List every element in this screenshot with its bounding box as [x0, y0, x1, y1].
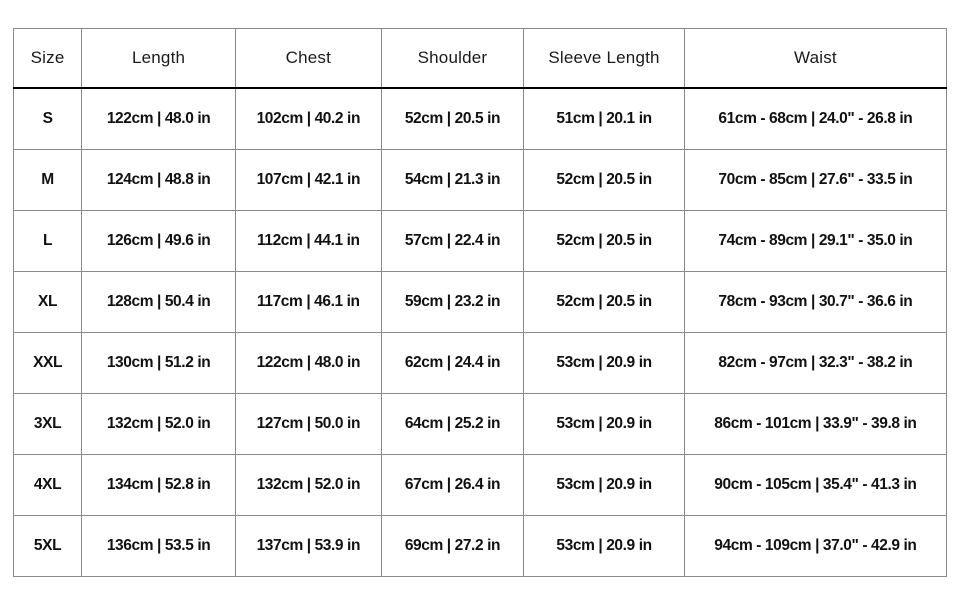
cell-waist: 86cm - 101cm | 33.9" - 39.8 in — [684, 394, 946, 455]
cell-chest: 122cm | 48.0 in — [236, 333, 382, 394]
cell-shoulder: 64cm | 25.2 in — [381, 394, 524, 455]
cell-shoulder: 54cm | 21.3 in — [381, 150, 524, 211]
cell-size: M — [14, 150, 82, 211]
cell-sleeve: 52cm | 20.5 in — [524, 211, 684, 272]
cell-shoulder: 67cm | 26.4 in — [381, 455, 524, 516]
cell-chest: 132cm | 52.0 in — [236, 455, 382, 516]
size-row-3xl — [14, 394, 947, 455]
cell-chest: 117cm | 46.1 in — [236, 272, 382, 333]
cell-shoulder: 59cm | 23.2 in — [381, 272, 524, 333]
size-row-s — [14, 88, 947, 150]
size-chart-table — [13, 28, 947, 577]
cell-chest: 127cm | 50.0 in — [236, 394, 382, 455]
size-row-xxl — [14, 333, 947, 394]
cell-waist: 74cm - 89cm | 29.1" - 35.0 in — [684, 211, 946, 272]
cell-waist: 61cm - 68cm | 24.0" - 26.8 in — [684, 88, 946, 150]
cell-shoulder: 62cm | 24.4 in — [381, 333, 524, 394]
column-header-shoulder: Shoulder — [381, 29, 524, 89]
cell-size: 4XL — [14, 455, 82, 516]
size-row-5xl — [14, 516, 947, 577]
cell-chest: 102cm | 40.2 in — [236, 88, 382, 150]
cell-size: 3XL — [14, 394, 82, 455]
cell-size: L — [14, 211, 82, 272]
column-header-length: Length — [82, 29, 236, 89]
cell-sleeve: 53cm | 20.9 in — [524, 455, 684, 516]
cell-length: 128cm | 50.4 in — [82, 272, 236, 333]
cell-waist: 78cm - 93cm | 30.7" - 36.6 in — [684, 272, 946, 333]
cell-waist: 70cm - 85cm | 27.6" - 33.5 in — [684, 150, 946, 211]
cell-chest: 112cm | 44.1 in — [236, 211, 382, 272]
cell-chest: 137cm | 53.9 in — [236, 516, 382, 577]
column-header-waist: Waist — [684, 29, 946, 89]
column-header-chest: Chest — [236, 29, 382, 89]
cell-length: 132cm | 52.0 in — [82, 394, 236, 455]
size-row-l — [14, 211, 947, 272]
cell-sleeve: 52cm | 20.5 in — [524, 150, 684, 211]
cell-size: S — [14, 88, 82, 150]
header-row — [14, 29, 947, 89]
column-header-size: Size — [14, 29, 82, 89]
size-row-m — [14, 150, 947, 211]
cell-size: XXL — [14, 333, 82, 394]
cell-waist: 82cm - 97cm | 32.3" - 38.2 in — [684, 333, 946, 394]
cell-length: 134cm | 52.8 in — [82, 455, 236, 516]
cell-chest: 107cm | 42.1 in — [236, 150, 382, 211]
cell-size: 5XL — [14, 516, 82, 577]
cell-waist: 94cm - 109cm | 37.0" - 42.9 in — [684, 516, 946, 577]
cell-length: 126cm | 49.6 in — [82, 211, 236, 272]
size-row-4xl — [14, 455, 947, 516]
cell-sleeve: 53cm | 20.9 in — [524, 394, 684, 455]
cell-length: 122cm | 48.0 in — [82, 88, 236, 150]
cell-sleeve: 53cm | 20.9 in — [524, 516, 684, 577]
cell-shoulder: 69cm | 27.2 in — [381, 516, 524, 577]
cell-length: 136cm | 53.5 in — [82, 516, 236, 577]
column-header-sleeve: Sleeve Length — [524, 29, 684, 89]
size-row-xl — [14, 272, 947, 333]
cell-waist: 90cm - 105cm | 35.4" - 41.3 in — [684, 455, 946, 516]
cell-size: XL — [14, 272, 82, 333]
cell-sleeve: 53cm | 20.9 in — [524, 333, 684, 394]
cell-shoulder: 52cm | 20.5 in — [381, 88, 524, 150]
cell-length: 124cm | 48.8 in — [82, 150, 236, 211]
cell-sleeve: 52cm | 20.5 in — [524, 272, 684, 333]
cell-shoulder: 57cm | 22.4 in — [381, 211, 524, 272]
cell-sleeve: 51cm | 20.1 in — [524, 88, 684, 150]
cell-length: 130cm | 51.2 in — [82, 333, 236, 394]
